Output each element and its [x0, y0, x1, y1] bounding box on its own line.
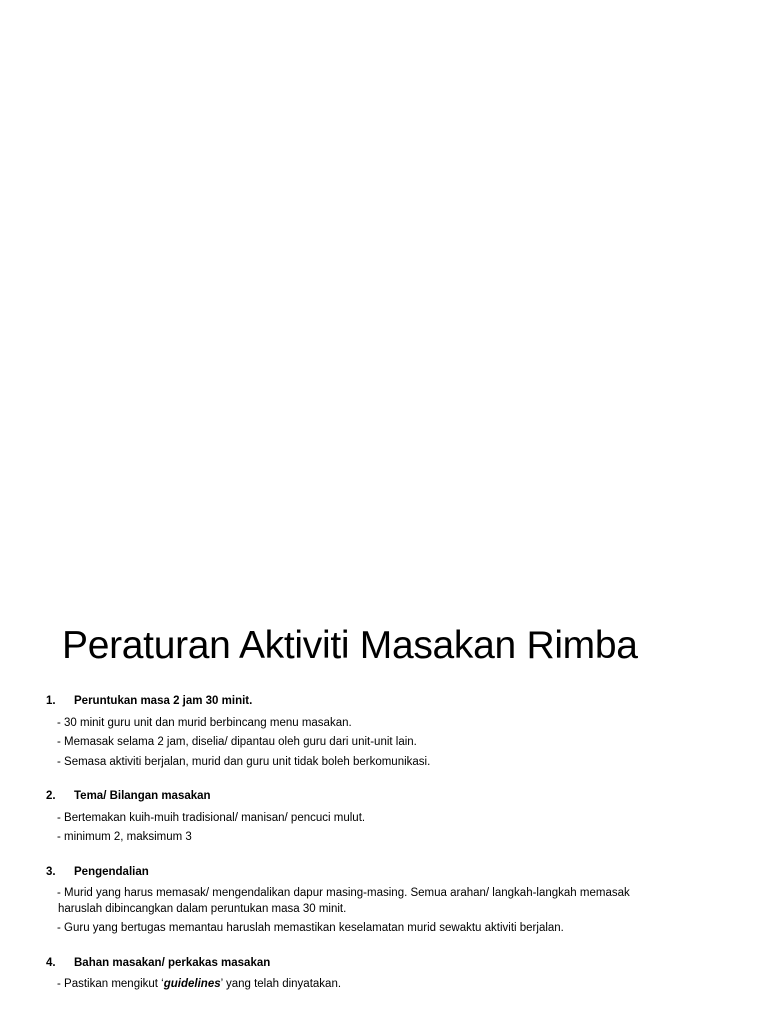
rule-4: [46, 956, 726, 993]
rule-line-suffix: ’ yang telah dinyatakan.: [220, 978, 342, 991]
rule-line: - minimum 2, maksimum 3: [57, 831, 192, 844]
rule-heading: [46, 956, 726, 972]
rule-line-prefix: - Pastikan mengikut ‘: [57, 978, 164, 991]
rule-line: - Guru yang bertugas memantau haruslah memastikan keselamatan murid sewaktu aktiviti berjalan.: [57, 922, 564, 935]
rule-line: [46, 977, 726, 993]
rule-heading: [46, 694, 726, 710]
rule-heading-text: Tema/ Bilangan masakan: [74, 790, 211, 803]
rule-number: 1.: [46, 695, 56, 707]
rule-line: - Semasa aktiviti berjalan, murid dan guru unit tidak boleh berkomunikasi.: [57, 755, 431, 768]
guidelines-emphasis: guidelines: [163, 978, 221, 991]
rule-line: - 30 minit guru unit dan murid berbincang menu masakan.: [57, 716, 352, 729]
rule-line: - Murid yang harus memasak/ mengendalikan dapur masing-masing. Semua arahan/ langkah-langkah memasak: [57, 887, 630, 900]
rule-line: - Bertemakan kuih-muih tradisional/ manisan/ pencuci mulut.: [57, 811, 366, 824]
rule-heading-text: Peruntukan masa 2 jam 30 minit.: [74, 695, 253, 707]
rule-heading: [46, 865, 726, 881]
rule-number: 4.: [46, 956, 56, 969]
rules-list: [46, 694, 726, 1012]
rule-heading-text: Bahan masakan/ perkakas masakan: [74, 956, 271, 969]
rule-line: haruslah dibincangkan dalam peruntukan masa 30 minit.: [58, 902, 347, 915]
slide-title: Peraturan Aktiviti Masakan Rimba: [62, 624, 638, 667]
rule-1: [46, 694, 726, 770]
rule-line: - Memasak selama 2 jam, diselia/ dipantau oleh guru dari unit-unit lain.: [57, 736, 417, 749]
rule-number: 3.: [46, 865, 56, 878]
rule-2: [46, 789, 726, 846]
rule-3: [46, 865, 726, 937]
rule-number: 2.: [46, 790, 56, 803]
rule-heading-text: Pengendalian: [74, 865, 149, 878]
rule-heading: [46, 789, 726, 805]
